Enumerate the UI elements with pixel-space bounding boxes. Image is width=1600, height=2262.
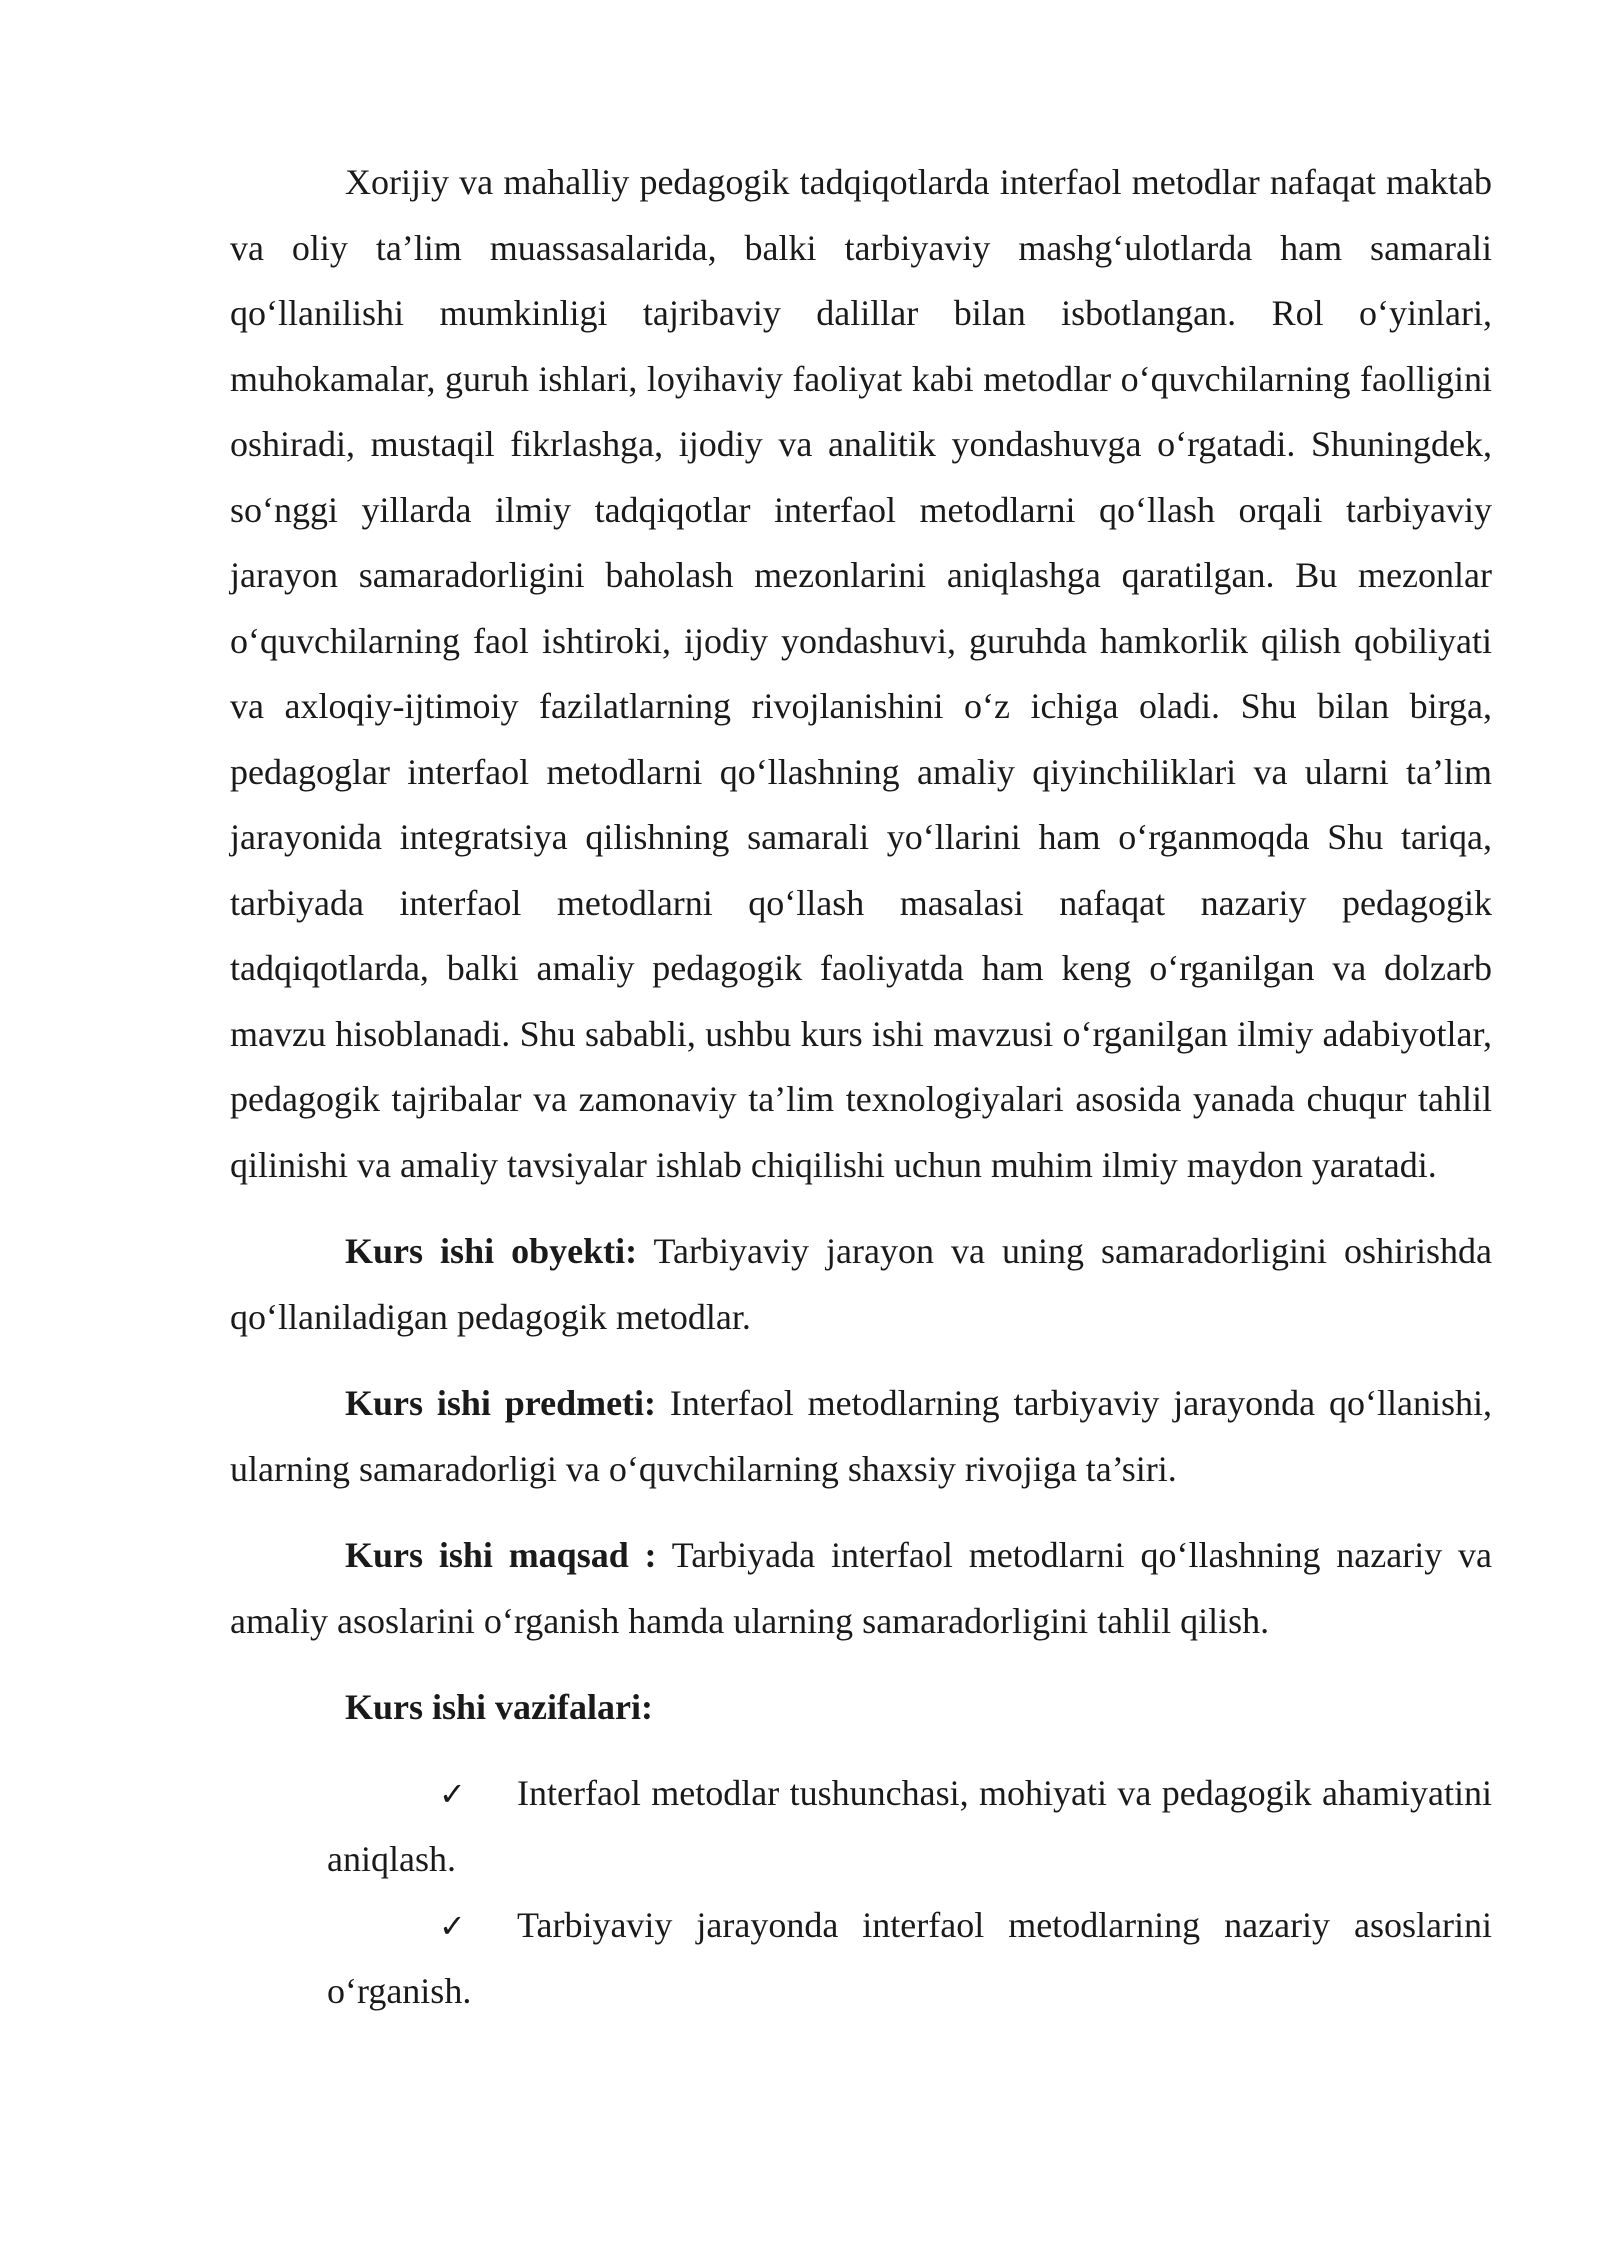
subject-text: Interfaol metodlarning tarbiyaviy jarayonda qo‘llanishi, ularning samaradorligi va o‘quvchilarning shaxsiy rivojiga ta’siri. xyxy=(230,1383,1492,1489)
task-text: Interfaol metodlar tushunchasi, mohiyati va pedagogik ahamiyatini aniqlash. xyxy=(327,1772,1492,1879)
subject-paragraph xyxy=(230,1371,1492,1502)
subject-label: Kurs ishi predmeti: xyxy=(345,1383,657,1423)
list-item xyxy=(327,1893,1492,2025)
intro-paragraph: Xorijiy va mahalliy pedagogik tadqiqotlarda interfaol metodlar nafaqat maktab va oliy ta’lim muassasalarida, balki tarbiyaviy mashg‘ulotlarda ham samarali qo‘llanilishi mumkinligi tajribaviy dalillar bilan isbotlangan. Rol o‘yinlari, muhokamalar, guruh ishlari, loyihaviy faoliyat kabi metodlar o‘quvchilarning faolligini oshiradi, mustaqil fikrlashga, ijodiy va analitik yondashuvga o‘rgatadi. Shuningdek, so‘nggi yillarda ilmiy tadqiqotlar interfaol metodlarni qo‘llash orqali tarbiyaviy jarayon samaradorligini baholash mezonlarini aniqlashga qaratilgan. Bu mezonlar o‘quvchilarning faol ishtiroki, ijodiy yondashuvi, guruhda hamkorlik qilish qobiliyati va axloqiy-ijtimoiy fazilatlarning rivojlanishini o‘z ichiga oladi. Shu bilan birga, pedagoglar interfaol metodlarni qo‘llashning amaliy qiyinchiliklari va ularni ta’lim jarayonida integratsiya qilishning samarali yo‘llarini ham o‘rganmoqda Shu tariqa, tarbiyada interfaol metodlarni qo‘llash masalasi nafaqat nazariy pedagogik tadqiqotlarda, balki amaliy pedagogik faoliyatda ham keng o‘rganilgan va dolzarb mavzu hisoblanadi. Shu sababli, ushbu kurs ishi mavzusi o‘rganilgan ilmiy adabiyotlar, pedagogik tajribalar va zamonaviy ta’lim texnologiyalari asosida yanada chuqur tahlil qilinishi va amaliy tavsiyalar ishlab chiqilishi uchun muhim ilmiy maydon yaratadi. xyxy=(230,162,1492,1185)
checkmark-icon: ✓ xyxy=(439,1774,466,1813)
tasks-list xyxy=(230,1761,1492,2025)
object-label: Kurs ishi obyekti: xyxy=(345,1231,638,1271)
document-body xyxy=(230,150,1492,2025)
list-item xyxy=(327,1761,1492,1893)
goal-text: Tarbiyada interfaol metodlarni qo‘llashning nazariy va amaliy asoslarini o‘rganish hamda ularning samaradorligini tahlil qilish. xyxy=(230,1535,1493,1641)
tasks-heading-paragraph xyxy=(230,1675,1492,1741)
goal-paragraph xyxy=(230,1523,1492,1654)
object-paragraph xyxy=(230,1219,1492,1350)
task-text: Tarbiyaviy jarayonda interfaol metodlarning nazariy asoslarini o‘rganish. xyxy=(327,1904,1492,2011)
tasks-heading: Kurs ishi vazifalari: xyxy=(345,1687,653,1727)
checkmark-icon: ✓ xyxy=(439,1906,466,1945)
object-text: Tarbiyaviy jarayon va uning samaradorligini oshirishda qo‘llaniladigan pedagogik metodlar. xyxy=(230,1231,1493,1337)
goal-label: Kurs ishi maqsad : xyxy=(345,1535,657,1575)
